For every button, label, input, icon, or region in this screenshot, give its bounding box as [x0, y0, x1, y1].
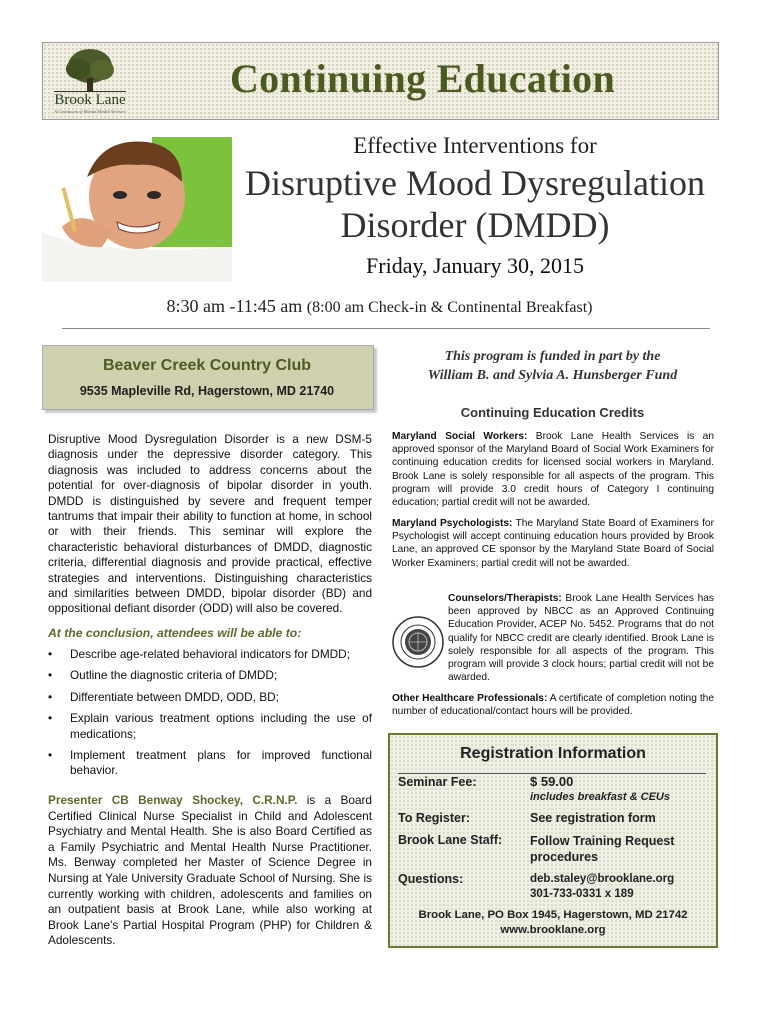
venue-box	[42, 345, 374, 410]
list-item: • Differentiate between DMDD, ODD, BD;	[48, 690, 372, 705]
staff-value-line2: procedures	[530, 850, 599, 864]
credit-text: Brook Lane Health Services is an approved sponsor of the Maryland Board of Social Work Examiners for continuing education credits for licensed social workers in Maryland. Brook Lane is solely responsible for all aspects of the program. This program will provide 3.0 credit hours of Category I continuing education; partial credit will not be awarded.	[392, 431, 714, 509]
questions-contact	[530, 872, 674, 902]
fee-value: $ 59.00	[530, 774, 574, 789]
footer-url[interactable]: www.brooklane.org	[500, 924, 606, 936]
event-time	[42, 296, 717, 317]
fee-note: includes breakfast & CEUs	[530, 791, 670, 803]
footer-address: Brook Lane, PO Box 1945, Hagerstown, MD 21742	[418, 909, 688, 921]
list-item: • Implement treatment plans for improved functional behavior.	[48, 748, 372, 779]
event-time-note: (8:00 am Check-in & Continental Breakfast)	[306, 299, 593, 316]
credit-text: Brook Lane Health Services has been approved by NBCC as an Approved Continuing Education Provider, ACEP No. 5452. Programs that do not qualify for NBCC credit are clearly identified. Brook Lane is solely responsible for all aspects of the program. This program will provide 3 clock hours; partial credit will not be awarded.	[448, 593, 714, 684]
credit-label: Maryland Social Workers:	[392, 431, 528, 442]
credit-counselors	[392, 592, 714, 684]
credit-other	[392, 692, 714, 718]
venue-name: Beaver Creek Country Club	[102, 357, 312, 374]
credit-label: Other Healthcare Professionals:	[392, 693, 548, 704]
credit-social-workers	[392, 430, 714, 509]
presenter-bio	[48, 793, 372, 949]
list-item: • Outline the diagnostic criteria of DMDD;	[48, 668, 372, 683]
list-item: • Describe age-related behavioral indicators for DMDD;	[48, 647, 372, 662]
venue-address: 9535 Mapleville Rd, Hagerstown, MD 21740	[79, 384, 335, 398]
child-photo	[42, 137, 232, 282]
register-label: To Register:	[398, 811, 470, 825]
objectives-list	[48, 647, 372, 785]
funding-line2: William B. and Sylvia A. Hunsberger Fund	[427, 368, 678, 383]
registration-footer	[392, 908, 714, 938]
funding-line1: This program is funded in part by the	[444, 349, 661, 364]
credit-label: Counselors/Therapists:	[448, 593, 562, 604]
contact-email[interactable]: deb.staley@brooklane.org	[530, 873, 675, 885]
page-title: Continuing Education	[229, 56, 616, 101]
seal-spacer	[392, 592, 448, 672]
staff-value	[530, 833, 674, 865]
event-title-line2: Disorder (DMDD)	[340, 205, 610, 245]
logo-wordmark: Brook Lane	[54, 92, 126, 108]
logo-tagline: A Continuum of Mental Health Services	[54, 109, 126, 114]
credit-text: The Maryland State Board of Examiners for Psychologist will accept continuing education hours provided by Brook Lane, an approved CE sponsor by the Maryland State Board of Social Worker Examiners; partial credit will not be awarded.	[392, 518, 714, 569]
event-time-range: 8:30 am -11:45 am	[166, 296, 303, 316]
event-date: Friday, January 30, 2015	[366, 253, 584, 278]
credit-psychologists	[392, 517, 714, 570]
event-title-line1: Disruptive Mood Dysregulation	[245, 163, 705, 203]
contact-phone: 301-733-0331 x 189	[530, 888, 634, 900]
presenter-name: Presenter CB Benway Shockey, C.R.N.P.	[48, 793, 298, 807]
presenter-bio-text: is a Board Certified Clinical Nurse Specialist in Child and Adolescent Psychiatry and Mental Health. She is also Board Certified as a Family Psychiatric and Mental Health Nurse Practitioner. Ms. Benway completed her Master of Science Degree in Nursing at Yale University Graduate School of Nursing. She is currently working with children, adolescents and families on an outpatient basis at Brook Lane, while also working at Brook Lane’s Partial Hospital Program (PHP) for Children & Adolescents.	[48, 793, 372, 948]
divider	[62, 328, 710, 329]
event-title	[240, 162, 710, 246]
staff-value-line1: Follow Training Request	[530, 834, 675, 848]
registration-title: Registration Information	[460, 745, 646, 762]
list-item: • Explain various treatment options including the use of medications;	[48, 711, 372, 742]
questions-label: Questions:	[398, 872, 464, 886]
credits-heading: Continuing Education Credits	[460, 405, 645, 420]
credit-label: Maryland Psychologists:	[392, 518, 513, 529]
credit-text: A certificate of completion noting the number of educational/contact hours will be provided.	[392, 693, 714, 718]
register-value: See registration form	[530, 811, 656, 825]
objectives-heading: At the conclusion, attendees will be able to:	[48, 626, 302, 640]
description: Disruptive Mood Dysregulation Disorder is a new DSM-5 diagnosis under the depressive disorder category. This diagnosis was included to address concerns about the potential for over-diagnosis of bipolar disorder in youth. DMDD is distinguished by severe and frequent temper tantrums that impair their ability to function at home, in school or with their friends. This seminar will explore the characteristic behavioral disturbances of DMDD, diagnostic criteria, differential diagnosis and provide practical, effective strategies and interventions. Distinguishing characteristics and similarities between DMDD, bipolar disorder (BD) and oppositional defiant disorder (ODD) will also be covered.	[48, 432, 372, 616]
event-subtitle: Effective Interventions for	[353, 133, 597, 158]
staff-label: Brook Lane Staff:	[398, 833, 503, 847]
funding-note	[390, 347, 715, 385]
fee-label: Seminar Fee:	[398, 775, 477, 789]
